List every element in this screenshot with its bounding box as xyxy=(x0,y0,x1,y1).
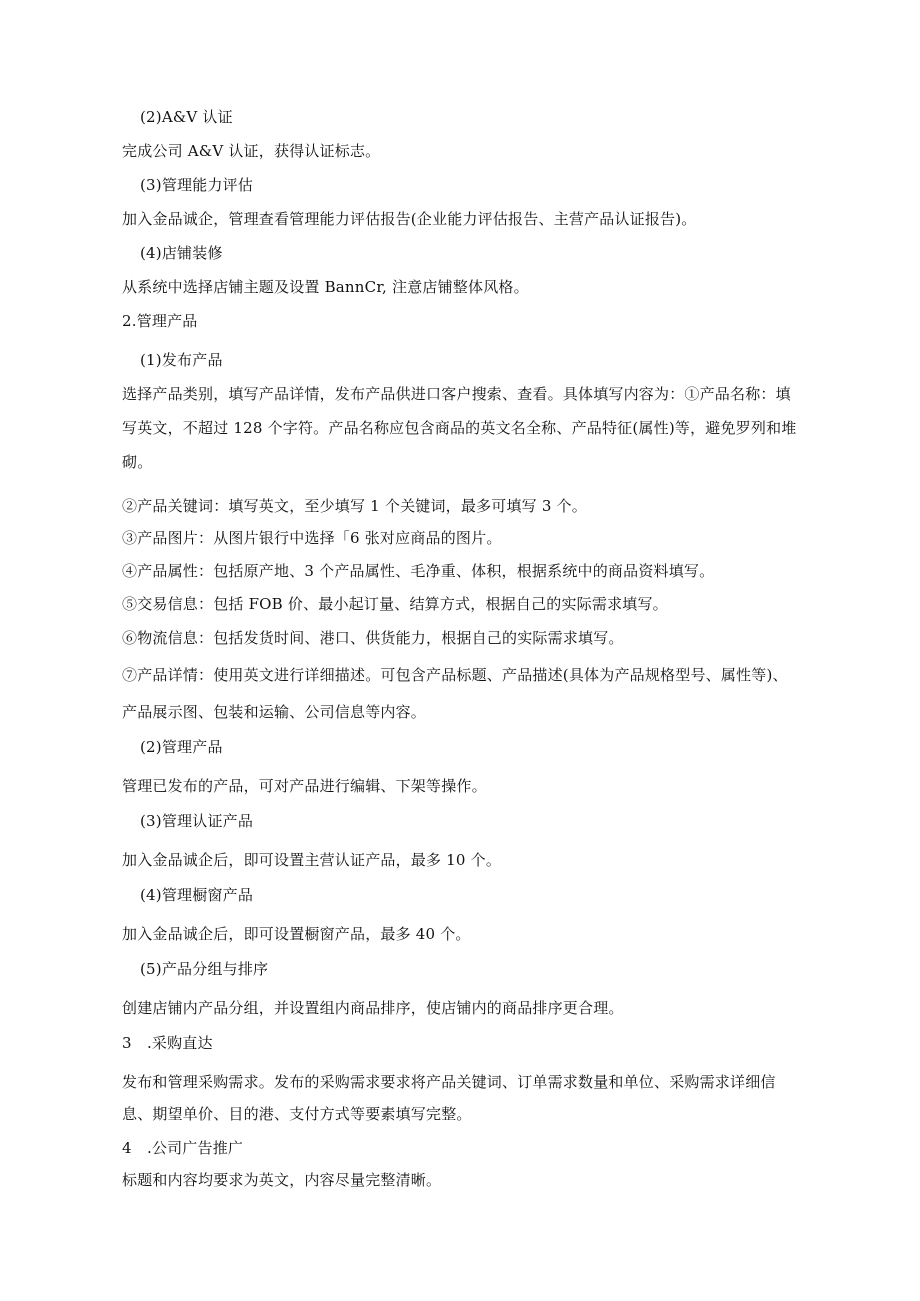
paragraph-line: 管理已发布的产品，可对产品进行编辑、下架等操作。 xyxy=(122,777,487,795)
section-heading-direct-procurement: 3 .采购直达 xyxy=(122,1034,213,1052)
list-item: ⑥物流信息：包括发货时间、港口、供货能力，根据自己的实际需求填写。 xyxy=(122,629,624,647)
paragraph-line: 加入金品诚企后，即可设置主营认证产品，最多 10 个。 xyxy=(122,851,502,869)
paragraph-line: 选择产品类别，填写产品详情，发布产品供进口客户搜索、查看。具体填写内容为：①产品名称：填 xyxy=(122,385,791,403)
subheading-product-grouping: (5)产品分组与排序 xyxy=(140,960,269,978)
subheading-manage-certified-products: (3)管理认证产品 xyxy=(140,812,254,830)
subheading-publish-product: (1)发布产品 xyxy=(140,351,223,369)
subheading-manage-products: (2)管理产品 xyxy=(140,738,223,756)
section-heading-manage-products: 2.管理产品 xyxy=(122,312,198,330)
paragraph-line: 完成公司 A&V 认证，获得认证标志。 xyxy=(122,142,381,160)
paragraph-line: 息、期望单价、目的港、支付方式等要素填写完整。 xyxy=(122,1105,472,1123)
list-item: ④产品属性：包括原产地、3 个产品属性、毛净重、体积，根据系统中的商品资料填写。 xyxy=(122,562,715,580)
paragraph-line: 写英文，不超过 128 个字符。产品名称应包含商品的英文名全称、产品特征(属性)等，避免罗列和堆 xyxy=(122,419,797,437)
paragraph-line: 产品展示图、包装和运输、公司信息等内容。 xyxy=(122,703,427,721)
paragraph-line: 砌。 xyxy=(122,453,153,471)
list-item: ⑦产品详情：使用英文进行详细描述。可包含产品标题、产品描述(具体为产品规格型号、属性等)、 xyxy=(122,666,788,684)
paragraph-line: 发布和管理采购需求。发布的采购需求要求将产品关键词、订单需求数量和单位、采购需求详细信 xyxy=(122,1073,776,1091)
paragraph-line: 标题和内容均要求为英文，内容尽量完整清晰。 xyxy=(122,1171,442,1189)
paragraph-line: 加入金品诚企，管理查看管理能力评估报告(企业能力评估报告、主营产品认证报告)。 xyxy=(122,210,697,228)
list-item: ②产品关键词：填写英文，至少填写 1 个关键词，最多可填写 3 个。 xyxy=(122,497,587,515)
paragraph-line: 创建店铺内产品分组，并设置组内商品排序，使店铺内的商品排序更合理。 xyxy=(122,999,624,1017)
list-item: ③产品图片：从图片银行中选择「6 张对应商品的图片。 xyxy=(122,529,502,547)
paragraph-line: 从系统中选择店铺主题及设置 BannCr, 注意店铺整体风格。 xyxy=(122,278,529,296)
list-item: ⑤交易信息：包括 FOB 价、最小起订量、结算方式，根据自己的实际需求填写。 xyxy=(122,595,668,613)
subheading-management-ability: (3)管理能力评估 xyxy=(140,176,254,194)
section-heading-company-advertising: 4 .公司广告推广 xyxy=(122,1139,244,1157)
paragraph-line: 加入金品诚企后，即可设置橱窗产品，最多 40 个。 xyxy=(122,925,471,943)
subheading-manage-showcase-products: (4)管理橱窗产品 xyxy=(140,886,254,904)
subheading-av-certification: (2)A&V 认证 xyxy=(140,108,233,126)
subheading-store-decoration: (4)店铺装修 xyxy=(140,244,223,262)
